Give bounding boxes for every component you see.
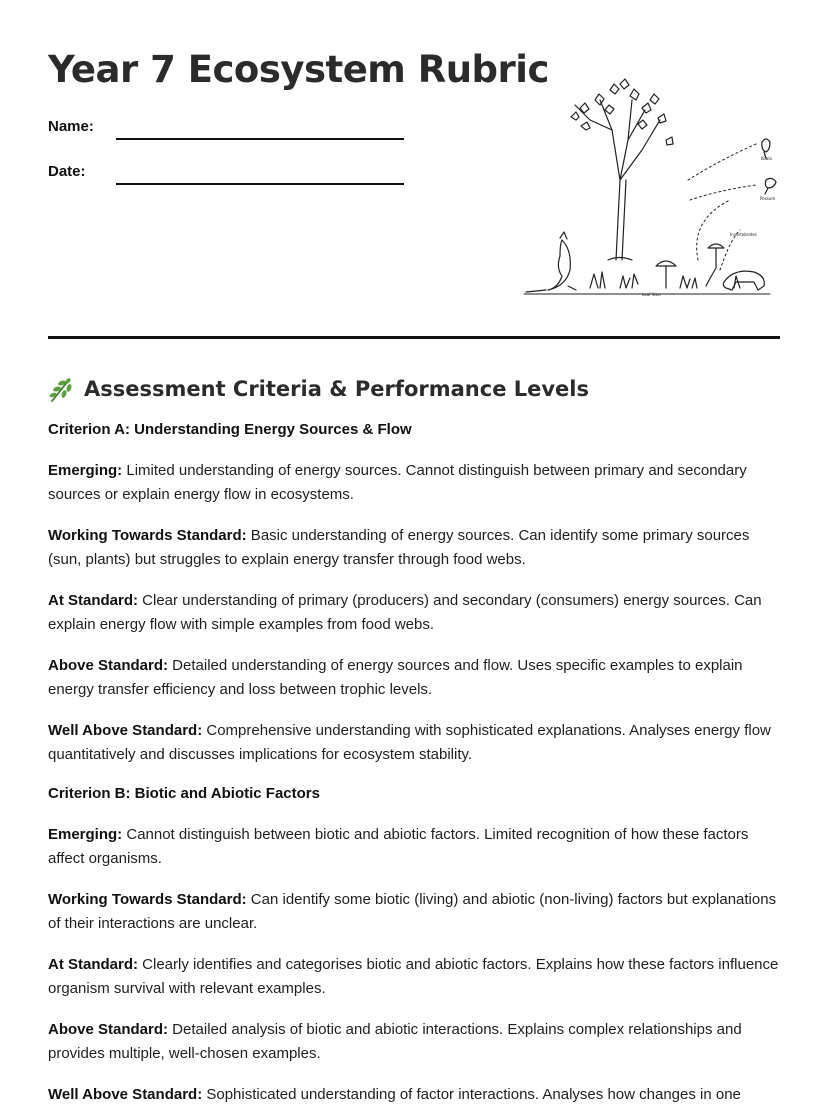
- level-at-standard: [48, 589, 780, 637]
- leaf-litter-label: Leaf litter: [642, 292, 662, 297]
- level-working-towards: [48, 888, 780, 936]
- date-field[interactable]: [48, 161, 408, 185]
- ecosystem-illustration: [520, 60, 782, 300]
- level-label: Above Standard:: [48, 657, 169, 674]
- rubric-content: [48, 372, 780, 1118]
- tree-drawing: [571, 79, 673, 260]
- section-heading-text: Assessment Criteria & Performance Levels: [84, 377, 589, 401]
- page-title: Year 7 Ecosystem Rubric: [48, 48, 549, 91]
- level-text: Sophisticated understanding of factor interactions. Analyses how changes in one: [202, 1086, 741, 1103]
- level-working-towards: [48, 524, 780, 572]
- invertebrates-label: Invertebrates: [730, 232, 757, 237]
- level-text: Detailed analysis of biotic and abiotic interactions. Explains complex relationships and provides multiple, well-chosen examples.: [48, 1021, 742, 1062]
- level-text: Comprehensive understanding with sophisticated explanations. Analyses energy flow quantitatively and discusses implications for ecosystem stability.: [48, 722, 771, 763]
- wombat-drawing: [723, 271, 764, 290]
- level-label: Emerging:: [48, 826, 123, 843]
- level-above-standard: [48, 1018, 780, 1066]
- level-label: At Standard:: [48, 956, 138, 973]
- possum-drawing: [765, 178, 776, 194]
- possum-label: Possum: [760, 196, 776, 201]
- level-text: Can identify some biotic (living) and abiotic (non-living) factors but explanations of their interactions are unclear.: [48, 891, 777, 932]
- level-emerging: [48, 459, 780, 507]
- date-label: Date:: [48, 163, 86, 180]
- criterion-b: [48, 784, 780, 1107]
- plants-drawing: [590, 272, 740, 288]
- kangaroo-drawing: [526, 232, 576, 292]
- mushrooms-drawing: [656, 244, 724, 288]
- level-label: Above Standard:: [48, 1021, 169, 1038]
- level-text: Cannot distinguish between biotic and abiotic factors. Limited recognition of how these factors affect organisms.: [48, 826, 749, 867]
- level-well-above-standard: [48, 719, 780, 767]
- header: [48, 0, 780, 340]
- level-text: Limited understanding of energy sources. Cannot distinguish between primary and secondary sources or explain energy flow in ecosystems.: [48, 462, 747, 503]
- level-text: Clear understanding of primary (producers) and secondary (consumers) energy sources. Can explain energy flow with simple examples from food webs.: [48, 592, 762, 633]
- leaf-icon: [48, 375, 76, 403]
- date-line[interactable]: [116, 183, 404, 185]
- level-label: Working Towards Standard:: [48, 891, 247, 908]
- level-above-standard: [48, 654, 780, 702]
- food-web-arrows: [688, 144, 756, 270]
- koala-label: Koala: [761, 156, 772, 161]
- level-text: Clearly identifies and categorises biotic and abiotic factors. Explains how these factors influence organism survival with relevant examples.: [48, 956, 779, 997]
- level-well-above-standard: [48, 1083, 780, 1107]
- criterion-title: Criterion B: Biotic and Abiotic Factors: [48, 785, 320, 802]
- level-text: Detailed understanding of energy sources and flow. Uses specific examples to explain energy transfer efficiency and loss between trophic levels.: [48, 657, 743, 698]
- level-text: Basic understanding of energy sources. Can identify some primary sources (sun, plants) but struggles to explain energy transfer through food webs.: [48, 527, 750, 568]
- name-line[interactable]: [116, 138, 404, 140]
- level-label: Well Above Standard:: [48, 722, 203, 739]
- level-label: Well Above Standard:: [48, 1086, 203, 1103]
- level-emerging: [48, 823, 780, 871]
- header-divider: [48, 336, 780, 339]
- level-label: Working Towards Standard:: [48, 527, 247, 544]
- level-label: At Standard:: [48, 592, 138, 609]
- name-label: Name:: [48, 118, 94, 135]
- criterion-a: [48, 420, 780, 767]
- level-label: Emerging:: [48, 462, 123, 479]
- level-at-standard: [48, 953, 780, 1001]
- name-field[interactable]: [48, 116, 408, 140]
- criterion-title: Criterion A: Understanding Energy Sources & Flow: [48, 421, 412, 438]
- section-heading: [48, 372, 780, 406]
